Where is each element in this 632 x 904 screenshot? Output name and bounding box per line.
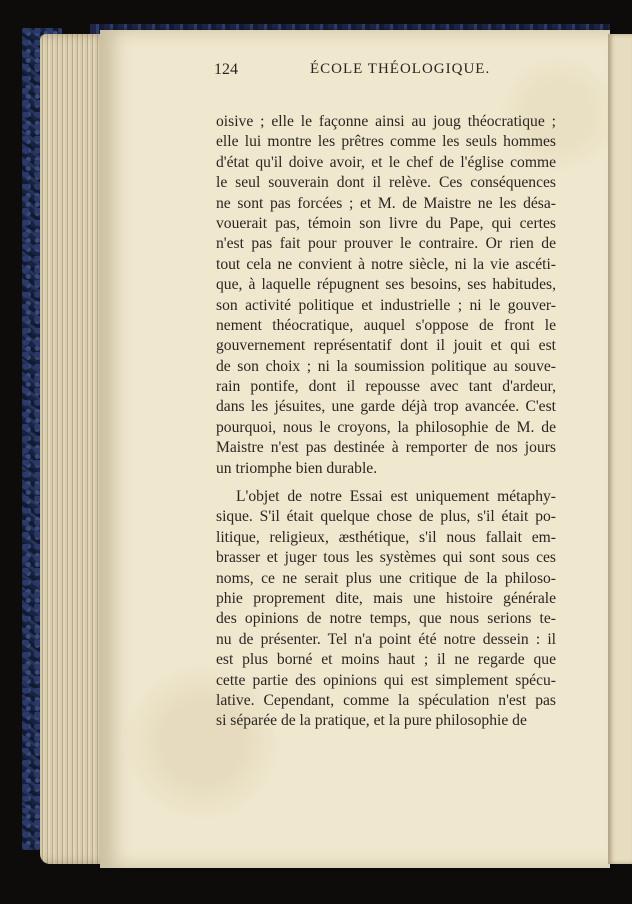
paragraph <box>216 112 556 479</box>
text-line: Maistre n'est pas destinée à remporter de nos jours <box>216 439 556 457</box>
page-number: 124 <box>214 61 238 78</box>
text-line: dans les jésuites, une garde déjà trop avancée. C'est <box>216 398 556 416</box>
text-line: brasser et juger tous les systèmes qui sont sous ces <box>216 549 556 567</box>
text-line: pourquoi, nous le croyons, la philosophie de M. de <box>216 418 556 436</box>
text-line: son activité politique et industrielle ; ni le gouver- <box>216 296 556 314</box>
paragraph <box>216 487 556 732</box>
text-line: d'état qu'il doive avoir, et le chef de l'église comme <box>216 153 556 171</box>
text-line: sique. S'il était quelque chose de plus, s'il était po- <box>216 508 556 526</box>
text-line: noms, ce ne serait plus une critique de la philoso- <box>216 569 556 587</box>
text-line: des opinions de notre temps, que nous serions te- <box>216 610 556 628</box>
text-line: tout cela ne convient à notre siècle, ni la vie ascéti- <box>216 255 556 273</box>
text-line: est plus borné et moins haut ; il ne regarde que <box>216 651 556 669</box>
text-line: rain pontife, dont il repousse avec tant d'ardeur, <box>216 378 556 396</box>
text-line: litique, religieux, æsthétique, s'il nous fallait em- <box>216 528 556 546</box>
text-line: cette partie des opinions qui est simplement spécu- <box>216 671 556 689</box>
text-line: gouvernement représentatif dont il jouit et qui est <box>216 337 556 355</box>
text-line: nu de présenter. Tel n'a point été notre dessein : il <box>216 630 556 648</box>
text-line: lative. Cependant, comme la spéculation n'est pas <box>216 691 556 709</box>
text-line: nement théocratique, auquel s'oppose de front le <box>216 316 556 334</box>
text-line: L'objet de notre Essai est uniquement métaphy- <box>236 488 556 506</box>
text-line: de son choix ; ni la soumission politique au souve- <box>216 357 556 375</box>
page-header <box>116 61 522 81</box>
text-line: si séparée de la pratique, et la pure philosophie de <box>216 712 527 730</box>
text-line: que, à laquelle répugnent ses besoins, ses habitudes, <box>216 276 556 294</box>
paragraph-gap <box>216 479 556 487</box>
text-line: vouerait pas, témoin son livre du Pape, qui certes <box>216 214 556 232</box>
text-line: elle lui montre les prêtres comme les seuls hommes <box>216 133 556 151</box>
body-text <box>216 112 556 732</box>
text-line: un triomphe bien durable. <box>216 459 378 477</box>
text-line: n'est pas fait pour prouver le contraire. Or rien de <box>216 235 556 253</box>
facing-page-edge <box>608 34 632 864</box>
text-line: le seul souverain dont il relève. Ces conséquences <box>216 174 556 192</box>
text-line: ne sont pas forcées ; et M. de Maistre ne les désa- <box>216 194 556 212</box>
text-line: phie proprement dite, mais une histoire générale <box>216 589 556 607</box>
text-line: oisive ; elle le façonne ainsi au joug théocratique ; <box>216 113 556 130</box>
running-head: ÉCOLE THÉOLOGIQUE. <box>310 61 491 77</box>
